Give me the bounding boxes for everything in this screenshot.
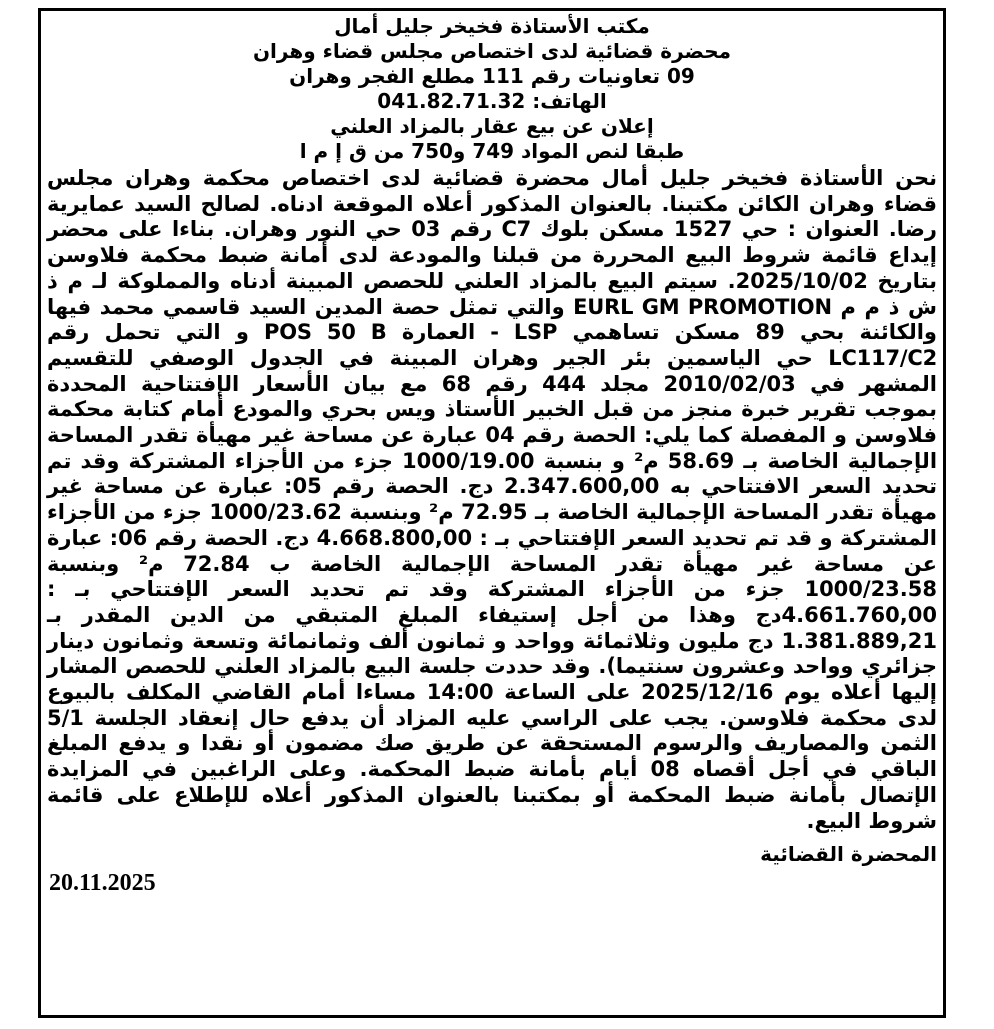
notice-title: إعلان عن بيع عقار بالمزاد العلني	[330, 114, 654, 138]
notice-frame	[38, 8, 946, 1018]
office-address: 09 تعاونيات رقم 111 مطلع الفجر وهران	[289, 64, 695, 88]
notice-date: 20.11.2025	[49, 870, 156, 897]
office-title: محضرة قضائية لدى اختصاص مجلس قضاء وهران	[252, 39, 732, 63]
notice-header	[47, 14, 937, 164]
legal-reference: طبقا لنص المواد 749 و750 من ق إ م ا	[299, 139, 685, 163]
office-phone: الهاتف: 041.82.71.32	[377, 89, 607, 113]
signature-label: المحضرة القضائية	[760, 842, 937, 867]
notice-body: نحن الأستاذة فخيخر جليل أمال محضرة قضائية لدى اختصاص محكمة وهران مجلس قضاء وهران الكائن مكتبنا. بالعنوان المذكور أعلاه الموقعة ادناه. لصالح السيد عمايرية رضا. العنوان : حي 1527 مسكن بلوك C7 رقم 03 حي النور وهران. بناءا على محضر إيداع قائمة شروط البيع المحررة من قبلنا والمودعة لدى أمانة ضبط محكمة فلاوسن بتاريخ 2025/10/02. سيتم البيع بالمزاد العلني للحصص المبينة أدناه والمملوكة لـ م ذ ش ذ م م EURL GM PROMOTION والتي تمثل حصة المدين السيد قاسمي محمد فيها والكائنة بحي 89 مسكن تساهمي LSP - العمارة POS 50 B و التي تحمل رقم LC117/C2 حي الياسمين بئر الجير وهران المبينة في الجدول الوصفي للتقسيم المشهر في 2010/02/03 مجلد 444 رقم 68 مع بيان الأسعار الإفتتاحية المحددة بموجب تقرير خبرة منجز من قبل الخبير الأستاذ ويس بحري والمودع أمام كتابة محكمة فلاوسن و المفصلة كما يلي: الحصة رقم 04 عبارة عن مساحة غير مهيأة تقدر المساحة الإجمالية الخاصة بـ 58.69 م² و بنسبة 1000/19.00 جزء من الأجزاء المشتركة وقد تم تحديد السعر الافتتاحي به 2.347.600,00 دج. الحصة رقم 05: عبارة عن مساحة غير مهيأة تقدر المساحة الإجمالية الخاصة بـ 72.95 م² وبنسبة 1000/23.62 جزء من الأجزاء المشتركة و قد تم تحديد السعر الإفتتاحي بـ : 4.668.800,00 دج. الحصة رقم 06: عبارة عن مساحة غير مهيأة تقدر المساحة الإجمالية الخاصة ب 72.84 م² وبنسبة 1000/23.58 جزء من الأجزاء المشتركة وقد تم تحديد السعر الإفتتاحي بـ : 4.661.760,00دج وهذا من أجل إستيفاء المبلغ المتبقي من الدين المقدر بـ 1.381.889,21 دج مليون وثلاثمائة وواحد و ثمانون ألف وثمانمائة وتسعة وثمانون دينار جزائري وواحد وعشرون سنتيما). وقد حددت جلسة البيع بالمزاد العلني للحصص المشار إليها أعلاه يوم 2025/12/16 على الساعة 14:00 مساءا أمام القاضي المكلف بالبيوع لدى محكمة فلاوسن. يجب على الراسي عليه المزاد أن يدفع حال إنعقاد الجلسة 5/1 الثمن والمصاريف والرسوم المستحقة عن طريق صك مضمون أو نقدا و يدفع المبلغ الباقي في أجل أقصاه 08 أيام بأمانة ضبط المحكمة. وعلى الراغبين في المزايدة الإتصال بأمانة ضبط المحكمة أو بمكتبنا بالعنوان المذكور أعلاه للإطلاع على قائمة شروط البيع.	[47, 166, 938, 833]
office-name: مكتب الأستاذة فخيخر جليل أمال	[334, 14, 650, 38]
